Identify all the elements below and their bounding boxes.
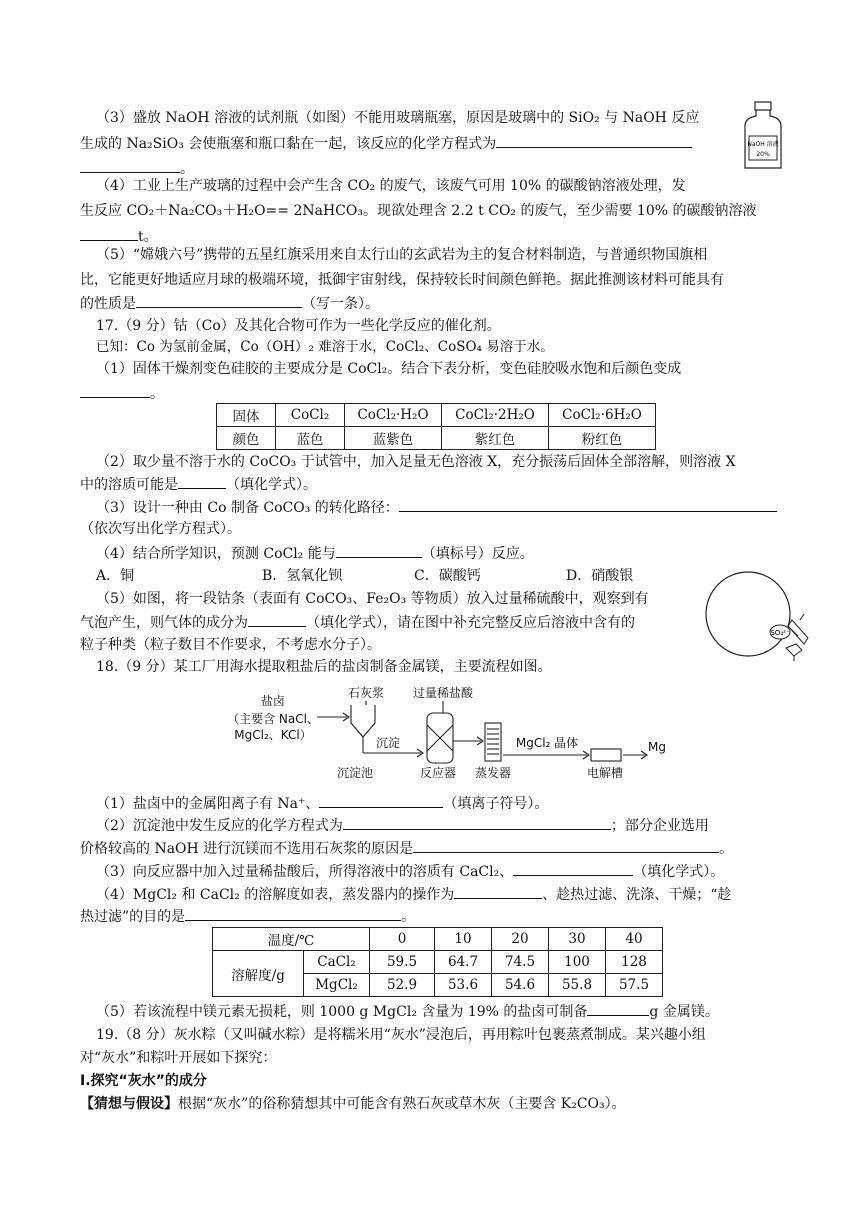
q19-heading-line2: 对“灰水”和粽叶开展如下探究： bbox=[80, 1050, 277, 1066]
q17-part1-line2: 。 bbox=[80, 383, 164, 404]
table-cell: 溶解度/g bbox=[213, 951, 304, 997]
table-cell: 固体 bbox=[217, 404, 276, 427]
answer-blank[interactable] bbox=[80, 383, 150, 398]
q18-part2-line2: 价格较高的 NaOH 进行沉镁而不选用石灰浆的原因是 。 bbox=[80, 838, 733, 859]
q18-part1: （1）盐卤中的金属阳离子有 Na⁺、 （填离子符号）。 bbox=[96, 793, 548, 814]
table-cell: 100 bbox=[549, 951, 606, 974]
flow-brine-note1: （主要含 NaCl、 bbox=[227, 712, 319, 726]
table-cell: 0 bbox=[370, 928, 435, 951]
table-cell: 53.6 bbox=[435, 974, 492, 997]
answer-blank[interactable] bbox=[80, 226, 138, 241]
q18-part3: （3）向反应器中加入过量稀盐酸后，所得溶液中的溶质有 CaCl₂、 （填化学式）。 bbox=[96, 861, 724, 882]
q19-section-title: Ⅰ.探究“灰水”的成分 bbox=[80, 1073, 207, 1089]
answer-blank[interactable] bbox=[399, 497, 777, 512]
answer-blank[interactable] bbox=[496, 133, 692, 148]
option-c[interactable]: C．碳酸钙 bbox=[414, 568, 481, 584]
q16-part4-line2: 生反应 CO₂＋Na₂CO₃＋H₂O== 2NaHCO₃。现欲处理含 2.2 t CO₂ 的废气，至少需要 10% 的碳酸钠溶液 bbox=[80, 203, 757, 219]
table-cell: 64.7 bbox=[435, 951, 492, 974]
q16-part3-line3: 。 bbox=[80, 158, 194, 179]
naoh-bottle-figure bbox=[742, 100, 784, 172]
answer-blank[interactable] bbox=[80, 158, 180, 173]
table-cell: 蓝紫色 bbox=[345, 427, 442, 450]
table-cell: 20 bbox=[492, 928, 549, 951]
answer-blank[interactable] bbox=[587, 1001, 649, 1016]
table-cell: 59.5 bbox=[370, 951, 435, 974]
flow-precip: 沉淀 bbox=[375, 736, 401, 750]
q17-known: 已知：Co 为氢前金属，Co（OH）₂ 难溶于水，CoCl₂、CoSO₄ 易溶于水。 bbox=[96, 339, 554, 355]
q19-guess: 【猜想与假设】根据“灰水”的俗称猜想其中可能含有熟石灰或草木灰（主要含 K₂CO₃）。 bbox=[80, 1096, 626, 1112]
flow-product: Mg bbox=[648, 740, 666, 754]
flow-acid: 过量稀盐酸 bbox=[412, 686, 474, 700]
table-cell: MgCl₂ bbox=[304, 974, 370, 997]
option-d[interactable]: D．硝酸银 bbox=[566, 568, 634, 584]
table-cell: 55.8 bbox=[549, 974, 606, 997]
table-cell: CaCl₂ bbox=[304, 951, 370, 974]
flow-brine: 盐卤 bbox=[260, 694, 286, 708]
q18-part2-line1: （2）沉淀池中发生反应的化学方程式为 ；部分企业选用 bbox=[96, 815, 709, 836]
q16-part5-line2: 比，它能更好地适应月球的极端环境，抵御宇宙射线，保持较长时间颜色鲜艳。据此推测该材料可能具有 bbox=[80, 272, 724, 288]
table-cell: 52.9 bbox=[370, 974, 435, 997]
settling-tank-shape bbox=[351, 705, 375, 737]
flow-brine-note2: MgCl₂、KCl） bbox=[234, 728, 312, 742]
q18-part4-line2: 热过滤”的目的是 。 bbox=[80, 906, 415, 927]
flow-cell: 电解槽 bbox=[586, 766, 624, 780]
q16-part3-line1: （3）盛放 NaOH 溶液的试剂瓶（如图）不能用玻璃瓶塞，原因是玻璃中的 SiO₂ 与 NaOH 反应 bbox=[96, 110, 700, 126]
table-cell: 30 bbox=[549, 928, 606, 951]
table-cell: 57.5 bbox=[606, 974, 663, 997]
q17-part2-line1: （2）取少量不溶于水的 CoCO₃ 于试管中，加入足量无色溶液 X，充分振荡后固体全部溶解，则溶液 X bbox=[96, 454, 736, 470]
q18-part4-line1: （4）MgCl₂ 和 CaCl₂ 的溶解度如表，蒸发器内的操作为 、趁热过滤、洗涤、干燥；“趁 bbox=[96, 884, 731, 905]
table-cell: 40 bbox=[606, 928, 663, 951]
answer-blank[interactable] bbox=[136, 293, 302, 308]
table-cell: 128 bbox=[606, 951, 663, 974]
flow-reactor: 反应器 bbox=[419, 766, 457, 780]
flow-lime: 石灰浆 bbox=[347, 686, 385, 700]
q17-part2-line2: 中的溶质可能是 （填化学式）。 bbox=[80, 474, 317, 495]
table-cell: CoCl₂·2H₂O bbox=[442, 404, 549, 427]
answer-blank[interactable] bbox=[185, 906, 401, 921]
table-cell: 10 bbox=[435, 928, 492, 951]
option-a[interactable]: A．铜 bbox=[96, 568, 135, 584]
table-cell: 温度/℃ bbox=[213, 928, 370, 951]
q16-part4-line1: （4）工业上生产玻璃的过程中会产生含 CO₂ 的废气，该废气可用 10% 的碳酸钠溶液处理，发 bbox=[96, 178, 686, 194]
q17-part5-line3: 粒子种类（粒子数目不作要求，不考虑水分子）。 bbox=[80, 637, 381, 653]
solubility-table bbox=[212, 927, 663, 997]
electrolyzer-shape bbox=[591, 749, 621, 761]
table-cell: CoCl₂ bbox=[276, 404, 345, 427]
flow-tank: 沉淀池 bbox=[336, 766, 374, 780]
table-cell: CoCl₂·H₂O bbox=[345, 404, 442, 427]
table-cell: 紫红色 bbox=[442, 427, 549, 450]
q18-part5: （5）若该流程中镁元素无损耗，则 1000 g MgCl₂ 含量为 19% 的盐卤可制备 g 金属镁。 bbox=[96, 1001, 719, 1022]
q17-part1-line1: （1）固体干燥剂变色硅胶的主要成分是 CoCl₂。结合下表分析，变色硅胶吸水饱和后颜色变成 bbox=[96, 361, 682, 377]
table-cell: 74.5 bbox=[492, 951, 549, 974]
q17-heading: 17.（9 分）钴（Co）及其化合物可作为一些化学反应的催化剂。 bbox=[96, 318, 501, 334]
q16-part5-line1: （5）“嫦娥六号”携带的五星红旗采用来自太行山的玄武岩为主的复合材料制造，与普通织物国旗相 bbox=[96, 247, 708, 263]
q16-part5-line3: 的性质是 （写一条）。 bbox=[80, 293, 379, 314]
table-cell: CoCl₂·6H₂O bbox=[549, 404, 656, 427]
cocl2-color-table bbox=[216, 403, 656, 450]
bottle-label-name: NaOH 溶液 bbox=[747, 141, 779, 148]
table-cell: 蓝色 bbox=[276, 427, 345, 450]
answer-blank[interactable] bbox=[513, 861, 633, 876]
cobalt-acid-figure bbox=[700, 568, 815, 663]
q16-part3-line2: 生成的 Na₂SiO₃ 会使瓶塞和瓶口黏在一起，该反应的化学方程式为 bbox=[80, 133, 692, 154]
table-cell: 54.6 bbox=[492, 974, 549, 997]
table-cell: 粉红色 bbox=[549, 427, 656, 450]
answer-blank[interactable] bbox=[336, 543, 422, 558]
answer-blank[interactable] bbox=[319, 793, 443, 808]
q17-part3-line2: （依次写出化学方程式）。 bbox=[80, 521, 241, 537]
flow-crystal: MgCl₂ 晶体 bbox=[515, 736, 579, 750]
answer-blank[interactable] bbox=[248, 612, 306, 627]
q17-part5-line2: 气泡产生，则气体的成分为 （填化学式），请在图中补充完整反应后溶液中含有的 bbox=[80, 612, 635, 633]
q17-part5-line1: （5）如图，将一段钴条（表面有 CoCO₃、Fe₂O₃ 等物质）放入过量稀硫酸中，观察到有 bbox=[96, 591, 649, 607]
q16-part4-line3: t。 bbox=[80, 226, 158, 247]
bottle-label-conc: 20% bbox=[756, 151, 770, 158]
q18-heading: 18.（9 分）某工厂用海水提取粗盐后的盐卤制备金属镁，主要流程如图。 bbox=[96, 659, 552, 675]
q17-part4: （4）结合所学知识，预测 CoCl₂ 能与 （填标号）反应。 bbox=[96, 543, 534, 564]
table-cell: 颜色 bbox=[217, 427, 276, 450]
option-b[interactable]: B．氢氧化钡 bbox=[262, 568, 343, 584]
q17-part3-line1: （3）设计一种由 Co 制备 CoCO₃ 的转化路径： bbox=[96, 497, 777, 518]
answer-blank[interactable] bbox=[343, 815, 611, 830]
q17-options bbox=[96, 566, 633, 586]
answer-blank[interactable] bbox=[178, 474, 226, 489]
answer-blank[interactable] bbox=[413, 838, 719, 853]
mg-process-flowchart bbox=[225, 683, 675, 783]
answer-blank[interactable] bbox=[454, 884, 542, 899]
sulfate-ion-label: SO₄²⁻ bbox=[770, 629, 790, 637]
flow-evap: 蒸发器 bbox=[474, 766, 512, 780]
q19-heading-line1: 19.（8 分）灰水粽（又叫碱水粽）是将糯米用“灰水”浸泡后，再用粽叶包裹蒸煮制成。某兴趣小组 bbox=[96, 1027, 706, 1043]
